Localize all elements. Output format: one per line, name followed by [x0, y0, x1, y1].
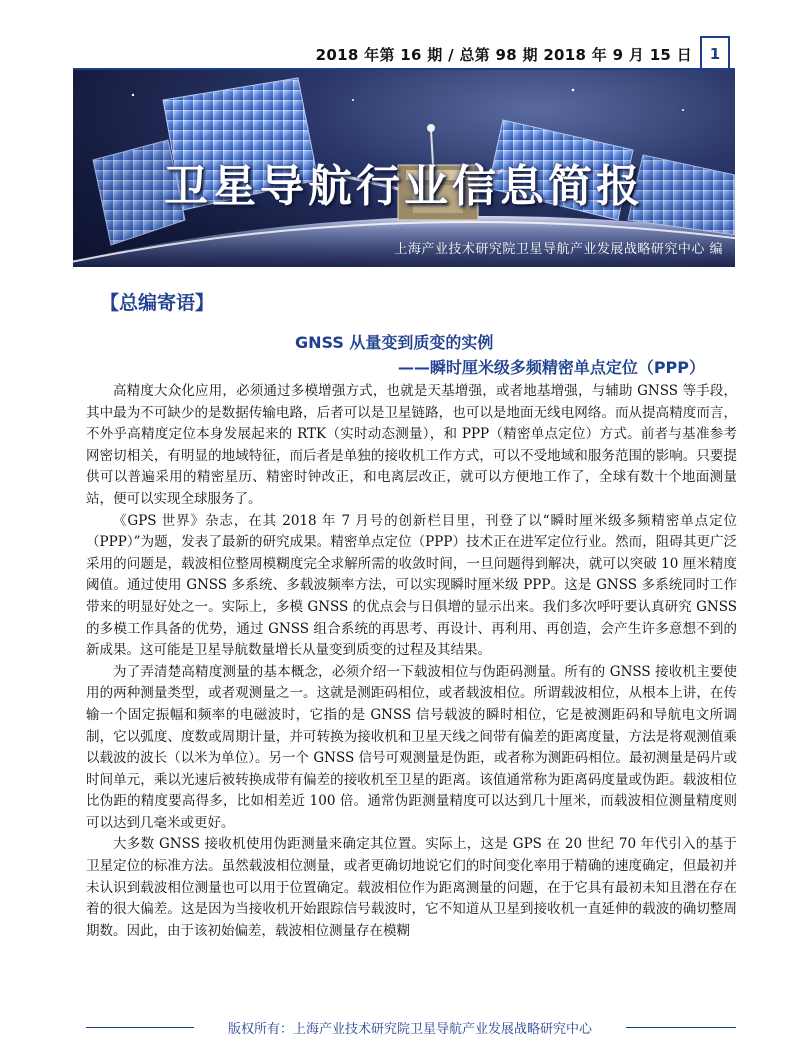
issue-line: 2018 年第 16 期 / 总第 98 期 2018 年 9 月 15 日 [315, 46, 692, 64]
footer-rule-right [626, 1027, 736, 1028]
article-subtitle: ——瞬时厘米级多频精密单点定位（PPP） [397, 358, 705, 377]
paragraph-4: 大多数 GNSS 接收机使用伪距测量来确定其位置。实际上，这是 GPS 在 20 世纪 70 年代引入的基于卫星定位的标准方法。虽然载波相位测量，或者更确切地说它们的时间变化率用于精确的速度确定，但最初并未认识到载波相位测量也可以用于位置确定。载波相位作为距离测量的问题，在于它具有最初未知且潜在存在着的很大偏差。这是因为当接收机开始跟踪信号载波时，它不知道从卫星到接收机一直延伸的载波的确切整周期数。因此，由于该初始偏差，载波相位测量存在模糊 [86, 836, 737, 939]
footer-rule-left [86, 1027, 194, 1028]
paragraph-2: 《GPS 世界》杂志，在其 2018 年 7 月号的创新栏目里，刊登了以“瞬时厘米级多频精密单点定位（PPP）”为题，发表了最新的研究成果。精密单点定位（PPP）技术正在进军定位行业。然而，阻碍其更广泛采用的问题是，载波相位整周模糊度完全求解所需的收敛时间，一旦问题得到解决，就可以突破 10 厘米精度阈值。通过使用 GNSS 多系统、多载波频率方法，可以实现瞬时厘米级 PPP。这是 GNSS 多系统同时工作带来的明显好处之一。实际上，多模 GNSS 的优点会与日俱增的显示出来。我们多次呼吁要认真研究 GNSS 的多模工作具备的优势，通过 GNSS 组合系统的再思考、再设计、再利用、再创造，会产生许多意想不到的新成果。这可能是卫星导航数量增长从量变到质变的过程及其结果。 [86, 512, 737, 659]
paragraph-1: 高精度大众化应用，必须通过多模增强方式，也就是天基增强，或者地基增强，与辅助 GNSS 等手段，其中最为不可缺少的是数据传输电路，后者可以是卫星链路，也可以是地面无线电网络。而从提高精度而言，不外乎高精度定位本身发展起来的 RTK（实时动态测量），和 PPP（精密单点定位）方式。前者与基准参考网密切相关，有明显的地域特征，而后者是单独的接收机工作方式，可以不受地域和服务范围的影响。只要提供可以普遍采用的精密星历、精密时钟改正，和电离层改正，就可以方便地工作了，全球有数十个地面测量站，便可以实现全球服务了。 [86, 383, 737, 507]
footer-copyright: 版权所有：上海产业技术研究院卫星导航产业发展战略研究中心 [227, 1022, 592, 1037]
masthead-banner [73, 70, 735, 267]
section-title: 【总编寄语】 [100, 292, 215, 314]
article-title: GNSS 从量变到质变的实例 [295, 333, 494, 352]
banner-editor-credit: 上海产业技术研究院卫星导航产业发展战略研究中心 编 [394, 242, 723, 257]
banner-title: 卫星导航行业信息简报 [164, 161, 644, 212]
article-body [86, 381, 737, 942]
page-number: 1 [700, 36, 730, 70]
paragraph-3: 为了弄清楚高精度测量的基本概念，必须介绍一下载波相位与伪距码测量。所有的 GNSS 接收机主要使用的两种测量类型，或者观测量之一。这就是测距码相位，或者载波相位。所谓载波相位，从根本上讲，在传输一个固定振幅和频率的电磁波时，它指的是 GNSS 信号载波的瞬时相位，它是被测距码和导航电文所调制，它以弧度、度数或周期计量，并可转换为接收机和卫星天线之间带有偏差的距离度量，方法是将观测值乘以载波的波长（以米为单位）。另一个 GNSS 信号可观测量是伪距，或者称为测距码相位。最初测量是码片或时间单元，乘以光速后被转换成带有偏差的接收机至卫星的距离。该值通常称为距离码度量或伪距。载波相位比伪距的精度要高得多，比如相差近 100 倍。通常伪距测量精度可以达到几十厘米，而载波相位测量精度则可以达到几毫米或更好。 [86, 663, 737, 831]
